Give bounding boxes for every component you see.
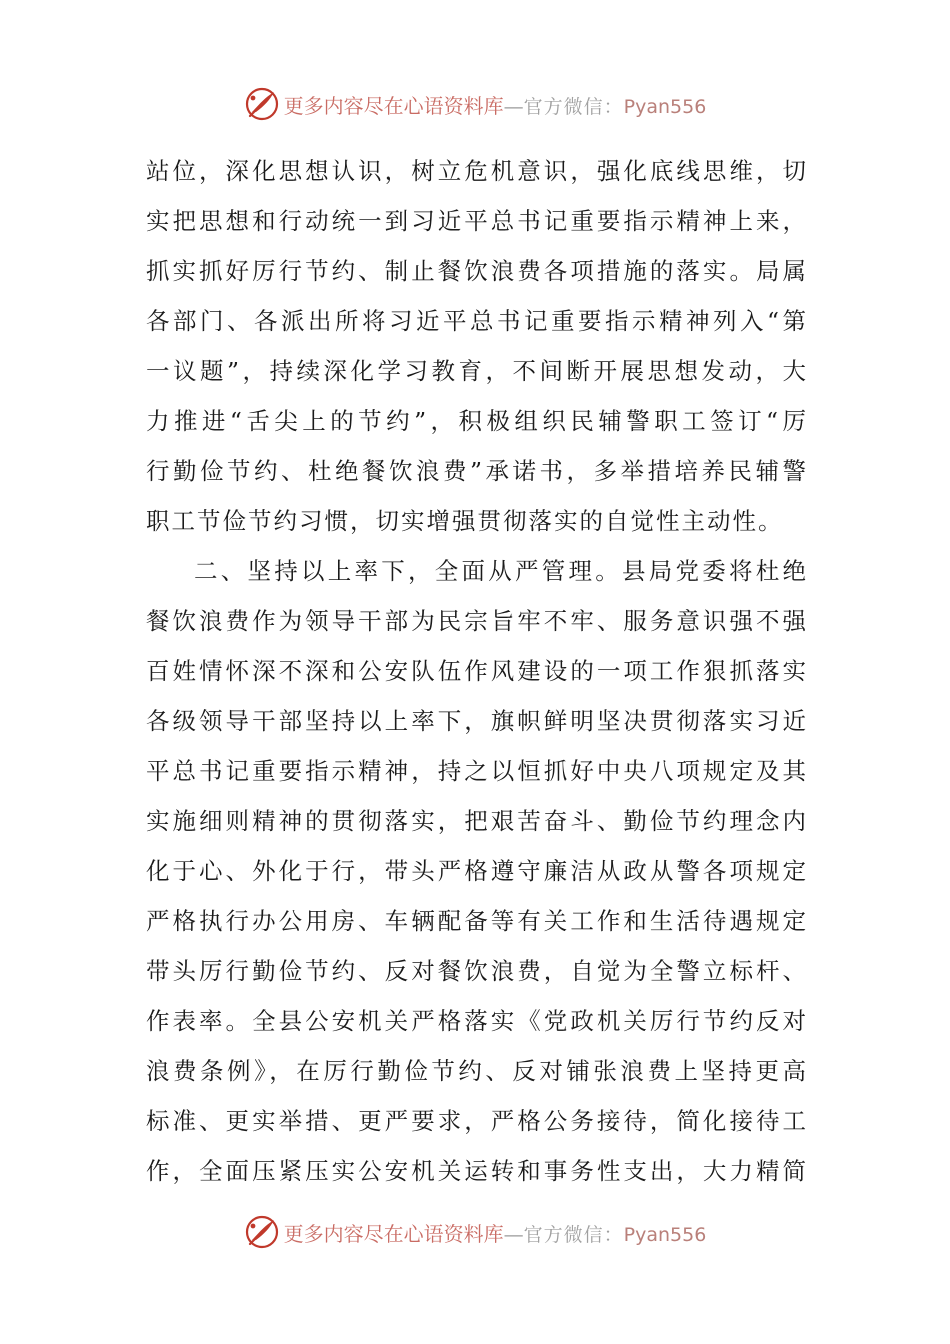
text-line: 平总书记重要指示精神，持之以恒抓好中央八项规定及其	[146, 757, 806, 785]
document-body	[146, 146, 806, 1196]
text-line: 站位，深化思想认识，树立危机意识，强化底线思维，切	[146, 157, 806, 185]
paragraph-1	[146, 146, 806, 546]
text-line: 实把思想和行动统一到习近平总书记重要指示精神上来，	[146, 207, 806, 235]
watermark-text	[284, 90, 707, 119]
watermark-wechat-id: Pyan556	[623, 1223, 707, 1246]
text-line: 标准、更实举措、更严要求，严格公务接待，简化接待工	[146, 1107, 806, 1135]
text-line: 餐饮浪费作为领导干部为民宗旨牢不牢、服务意识强不强	[146, 607, 806, 635]
paragraph-2	[146, 546, 806, 1196]
text-line: 带头厉行勤俭节约、反对餐饮浪费，自觉为全警立标杆、	[146, 957, 806, 985]
text-line: 严格执行办公用房、车辆配备等有关工作和生活待遇规定	[146, 907, 806, 935]
quill-logo-icon	[244, 86, 280, 122]
text-line: 一议题”，持续深化学习教育，不间断开展思想发动，大	[146, 357, 806, 385]
text-line: 抓实抓好厉行节约、制止餐饮浪费各项措施的落实。局属	[146, 257, 806, 285]
watermark-main-text: 更多内容尽在心语资料库	[283, 93, 504, 118]
text-line: 作，全面压紧压实公安机关运转和事务性支出，大力精简	[146, 1157, 806, 1185]
watermark-label: 官方微信：	[523, 1223, 624, 1246]
quill-logo-icon	[244, 1214, 280, 1250]
text-line: 各级领导干部坚持以上率下，旗帜鲜明坚决贯彻落实习近	[146, 707, 806, 735]
text-line: 作表率。全县公安机关严格落实《党政机关厉行节约反对	[146, 1007, 806, 1035]
header-watermark-banner	[0, 84, 950, 124]
watermark-text	[284, 1218, 707, 1247]
text-line: 实施细则精神的贯彻落实，把艰苦奋斗、勤俭节约理念内	[146, 807, 806, 835]
watermark-main-text: 更多内容尽在心语资料库	[283, 1221, 504, 1246]
text-line: 各部门、各派出所将习近平总书记重要指示精神列入“第	[146, 307, 806, 335]
text-line: 行勤俭节约、杜绝餐饮浪费”承诺书，多举措培养民辅警	[146, 457, 806, 485]
footer-watermark-banner	[0, 1212, 950, 1252]
watermark-dash: —	[503, 1221, 524, 1246]
text-line: 化于心、外化于行，带头严格遵守廉洁从政从警各项规定	[146, 857, 806, 885]
watermark-label: 官方微信：	[523, 95, 624, 118]
watermark-dash: —	[503, 93, 524, 118]
text-line: 二、坚持以上率下，全面从严管理。县局党委将杜绝	[194, 557, 806, 585]
text-line: 职工节俭节约习惯，切实增强贯彻落实的自觉性主动性。	[146, 507, 784, 535]
watermark-wechat-id: Pyan556	[623, 95, 707, 118]
text-line: 百姓情怀深不深和公安队伍作风建设的一项工作狠抓落实	[146, 657, 806, 685]
text-line: 浪费条例》，在厉行勤俭节约、反对铺张浪费上坚持更高	[146, 1057, 806, 1085]
text-line: 力推进“舌尖上的节约”，积极组织民辅警职工签订“厉	[146, 407, 806, 435]
